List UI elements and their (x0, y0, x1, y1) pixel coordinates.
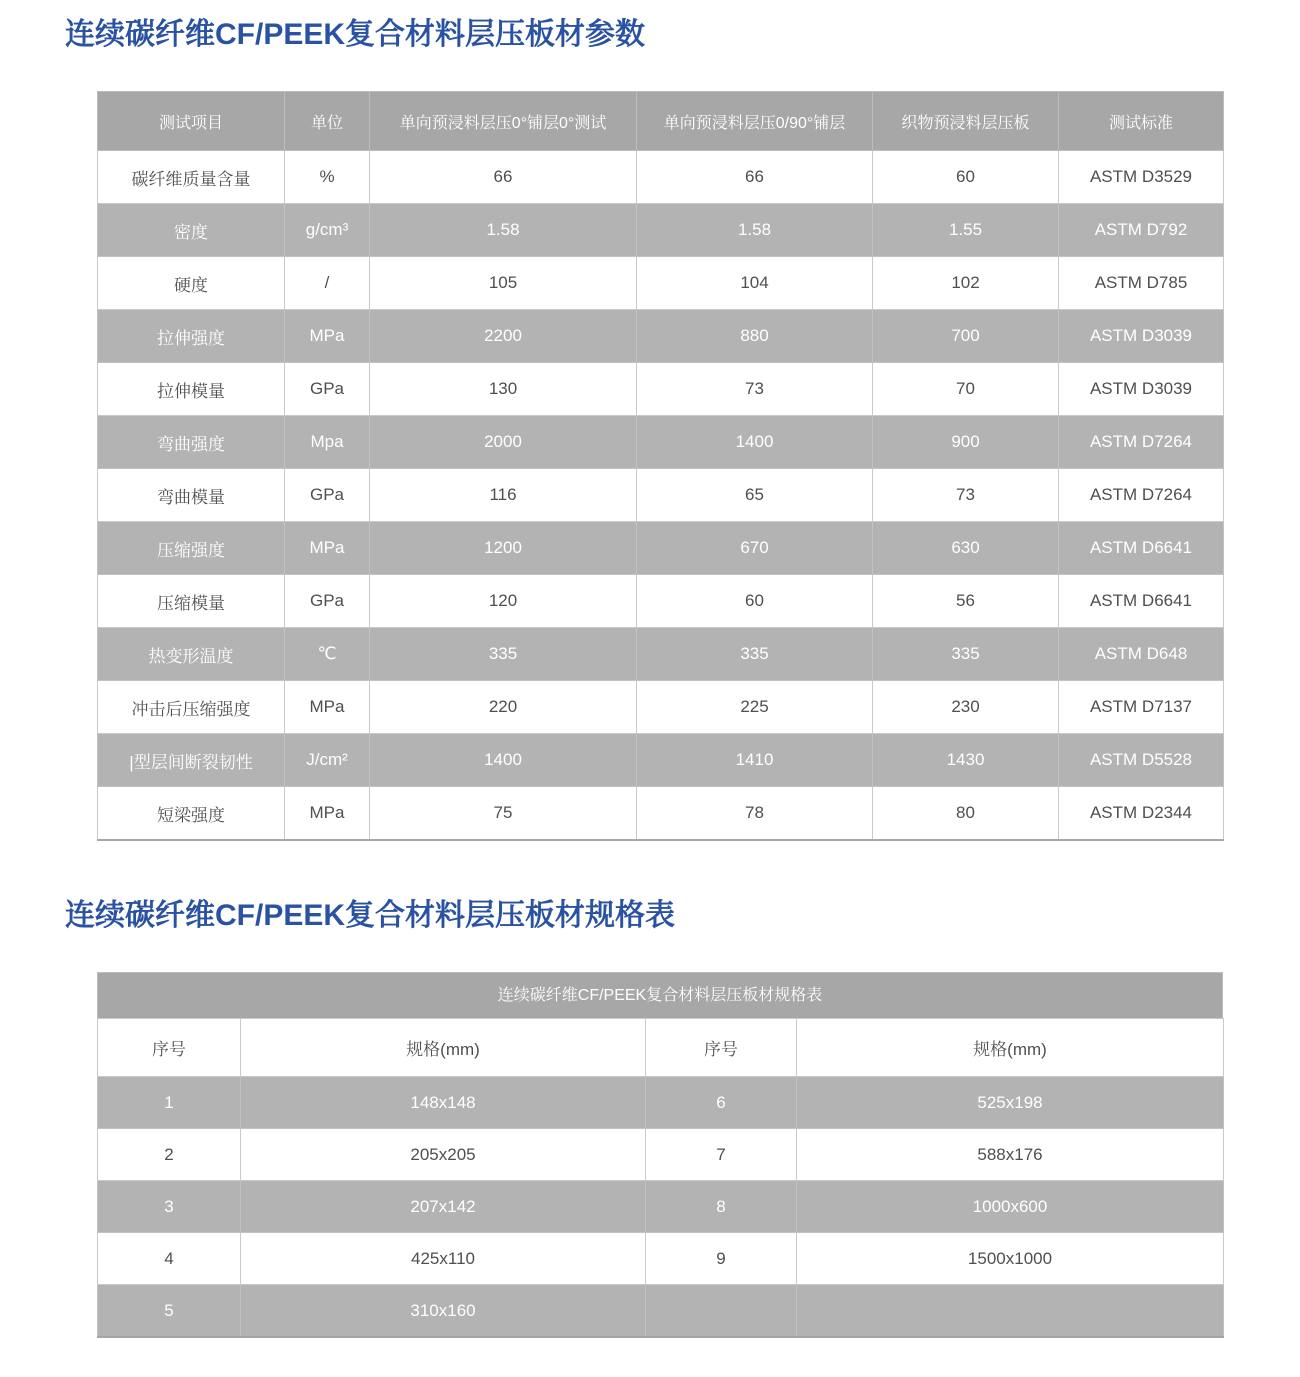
table-cell: 70 (873, 363, 1059, 416)
table-cell: 9 (646, 1233, 797, 1285)
table-cell: MPa (285, 681, 370, 734)
table-cell: 拉伸模量 (98, 363, 285, 416)
table-cell: % (285, 151, 370, 204)
table-cell: 700 (873, 310, 1059, 363)
parameters-table-header (98, 92, 1224, 151)
table-cell: 1000x600 (797, 1181, 1224, 1233)
table-cell: ASTM D3039 (1059, 310, 1224, 363)
table-cell: g/cm³ (285, 204, 370, 257)
table-row (98, 628, 1224, 681)
table-cell: 2200 (370, 310, 637, 363)
table-cell: 66 (370, 151, 637, 204)
table-cell: 120 (370, 575, 637, 628)
table-row (98, 1233, 1224, 1285)
table-cell: 525x198 (797, 1077, 1224, 1129)
table-cell: 弯曲模量 (98, 469, 285, 522)
table-row (98, 575, 1224, 628)
table-cell: 220 (370, 681, 637, 734)
parameters-table-body (98, 151, 1224, 841)
column-header-test-item: 测试项目 (98, 92, 285, 151)
table-cell: ASTM D7264 (1059, 469, 1224, 522)
table-cell: ASTM D792 (1059, 204, 1224, 257)
table-row (98, 787, 1224, 841)
header-row (98, 92, 1224, 151)
table-cell: ASTM D7137 (1059, 681, 1224, 734)
table-cell: ASTM D3529 (1059, 151, 1224, 204)
table-cell: 66 (637, 151, 873, 204)
table-row (98, 1077, 1224, 1129)
table-cell: ASTM D648 (1059, 628, 1224, 681)
table-cell: MPa (285, 522, 370, 575)
table-cell: ASTM D5528 (1059, 734, 1224, 787)
table-cell: MPa (285, 310, 370, 363)
table-row (98, 257, 1224, 310)
table-cell: Mpa (285, 416, 370, 469)
table-cell: 630 (873, 522, 1059, 575)
table-cell: 1500x1000 (797, 1233, 1224, 1285)
table-cell: 73 (873, 469, 1059, 522)
table-cell: 335 (370, 628, 637, 681)
section1-title: 连续碳纤维CF/PEEK复合材料层压板材参数 (65, 18, 646, 51)
table-cell: 670 (637, 522, 873, 575)
table-cell: 104 (637, 257, 873, 310)
table-cell: ASTM D6641 (1059, 522, 1224, 575)
table-cell: ℃ (285, 628, 370, 681)
table-cell: 5 (98, 1285, 241, 1338)
table-cell: 4 (98, 1233, 241, 1285)
table-cell: GPa (285, 575, 370, 628)
table-cell: 116 (370, 469, 637, 522)
table-cell: 205x205 (241, 1129, 646, 1181)
table-cell: 1 (98, 1077, 241, 1129)
header-row (98, 1019, 1224, 1077)
table-row (98, 1285, 1224, 1338)
table-cell: 2 (98, 1129, 241, 1181)
table-cell: 75 (370, 787, 637, 841)
table-cell: 密度 (98, 204, 285, 257)
table-cell: 1410 (637, 734, 873, 787)
table-row (98, 363, 1224, 416)
table-cell: 130 (370, 363, 637, 416)
table-row (98, 1129, 1224, 1181)
table-cell: 73 (637, 363, 873, 416)
table-row (98, 734, 1224, 787)
table-cell: 148x148 (241, 1077, 646, 1129)
table-row (98, 151, 1224, 204)
table-cell: 102 (873, 257, 1059, 310)
column-header-standard: 测试标准 (1059, 92, 1224, 151)
table-cell: 900 (873, 416, 1059, 469)
table-cell: 65 (637, 469, 873, 522)
table-cell: 335 (637, 628, 873, 681)
spec-table (97, 1018, 1224, 1338)
column-header-spec-left: 规格(mm) (241, 1019, 646, 1077)
table-row (98, 1181, 1224, 1233)
column-header-ud-0-90: 单向预浸料层压0/90°铺层 (637, 92, 873, 151)
table-row (98, 416, 1224, 469)
table-cell: 1.55 (873, 204, 1059, 257)
table-cell: 弯曲强度 (98, 416, 285, 469)
table-row (98, 681, 1224, 734)
table-cell: GPa (285, 469, 370, 522)
table-cell (646, 1285, 797, 1338)
table-cell: |型层间断裂韧性 (98, 734, 285, 787)
table-cell: 7 (646, 1129, 797, 1181)
table-cell: 1400 (370, 734, 637, 787)
table-cell: 1430 (873, 734, 1059, 787)
table-cell: 压缩模量 (98, 575, 285, 628)
table-cell: GPa (285, 363, 370, 416)
table-cell: 冲击后压缩强度 (98, 681, 285, 734)
table-cell: 压缩强度 (98, 522, 285, 575)
table-cell: / (285, 257, 370, 310)
table-cell: 225 (637, 681, 873, 734)
column-header-index-left: 序号 (98, 1019, 241, 1077)
table-cell: 2000 (370, 416, 637, 469)
table-cell: 1.58 (370, 204, 637, 257)
table-cell: 56 (873, 575, 1059, 628)
column-header-unit: 单位 (285, 92, 370, 151)
table-row (98, 310, 1224, 363)
table-cell: J/cm² (285, 734, 370, 787)
table-cell: MPa (285, 787, 370, 841)
parameters-table (97, 91, 1224, 841)
table-cell: ASTM D7264 (1059, 416, 1224, 469)
table-cell: 短梁强度 (98, 787, 285, 841)
table-cell: 207x142 (241, 1181, 646, 1233)
table-cell: 1200 (370, 522, 637, 575)
column-header-spec-right: 规格(mm) (797, 1019, 1224, 1077)
table-row (98, 522, 1224, 575)
column-header-index-right: 序号 (646, 1019, 797, 1077)
table-cell: 80 (873, 787, 1059, 841)
table-cell: 230 (873, 681, 1059, 734)
table-cell: 1400 (637, 416, 873, 469)
column-header-ud-0: 单向预浸料层压0°铺层0°测试 (370, 92, 637, 151)
table-cell: 8 (646, 1181, 797, 1233)
table-cell: 78 (637, 787, 873, 841)
table-cell: ASTM D2344 (1059, 787, 1224, 841)
table-cell: ASTM D3039 (1059, 363, 1224, 416)
table-cell: 热变形温度 (98, 628, 285, 681)
table-cell: 6 (646, 1077, 797, 1129)
column-header-fabric: 织物预浸料层压板 (873, 92, 1059, 151)
table-cell: 310x160 (241, 1285, 646, 1338)
table-cell: 880 (637, 310, 873, 363)
spec-table-caption: 连续碳纤维CF/PEEK复合材料层压板材规格表 (97, 972, 1223, 1018)
section2-title: 连续碳纤维CF/PEEK复合材料层压板材规格表 (65, 899, 676, 932)
table-cell: 1.58 (637, 204, 873, 257)
table-cell (797, 1285, 1224, 1338)
table-cell: ASTM D785 (1059, 257, 1224, 310)
table-cell: 105 (370, 257, 637, 310)
table-cell: 硬度 (98, 257, 285, 310)
table-cell: 碳纤维质量含量 (98, 151, 285, 204)
table-cell: 335 (873, 628, 1059, 681)
table-cell: 60 (873, 151, 1059, 204)
table-row (98, 204, 1224, 257)
table-cell: 425x110 (241, 1233, 646, 1285)
table-cell: 60 (637, 575, 873, 628)
spec-table-body (98, 1077, 1224, 1338)
table-row (98, 469, 1224, 522)
table-cell: ASTM D6641 (1059, 575, 1224, 628)
table-cell: 拉伸强度 (98, 310, 285, 363)
table-cell: 3 (98, 1181, 241, 1233)
spec-table-header (98, 1019, 1224, 1077)
table-cell: 588x176 (797, 1129, 1224, 1181)
